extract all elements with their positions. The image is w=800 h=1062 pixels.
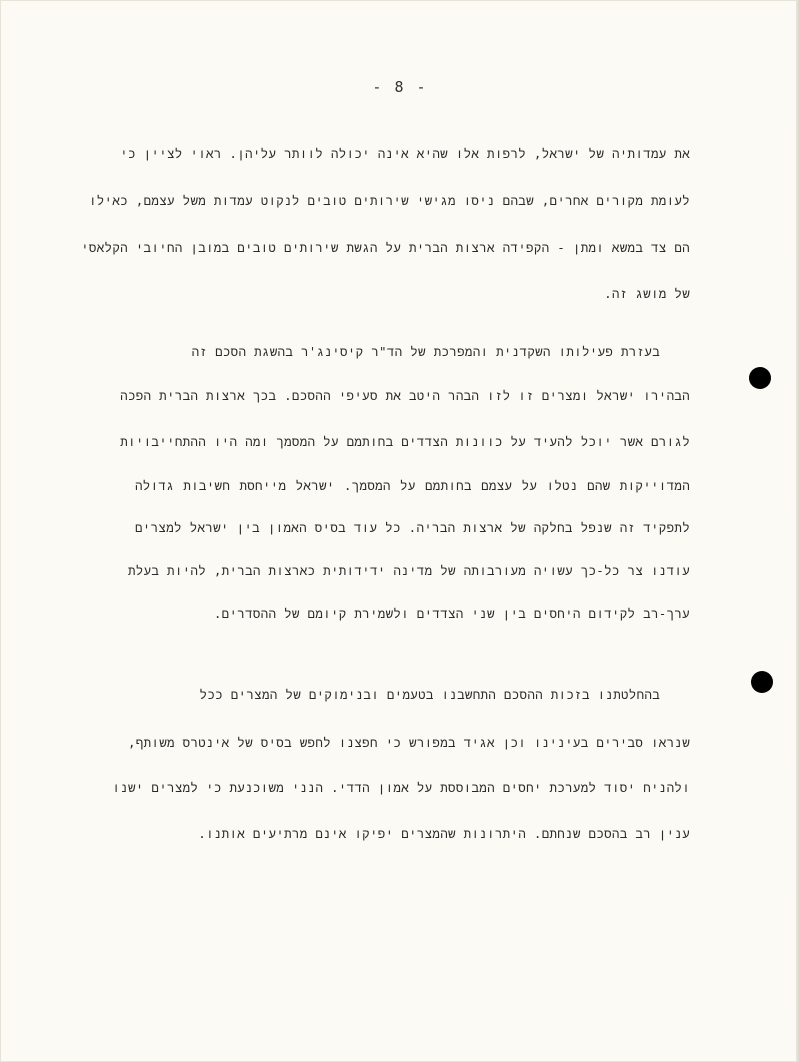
paragraph-1-line-2: לעומת מקורים אחרים, שבהם ניסו מגישי שירותים טובים לנקוט עמדות משל עצמם, כאילו: [88, 193, 690, 208]
punch-hole: [751, 671, 773, 693]
paragraph-3-line-4: ענין רב בהסכם שנחתם. היתרונות שהמצרים יפיקו אינם מרתיעים אותנו.: [198, 826, 690, 841]
paragraph-1-line-3: הם צד במשא ומתן - הקפידה ארצות הברית על הגשת שירותים טובים במובן החיובי הקלאסי: [81, 240, 690, 255]
page-number: - 8 -: [372, 78, 428, 96]
paragraph-2-line-6: עודנו צר כל-כך עשויה מעורבותה של מדינה ידידותית כארצות הברית, להיות בעלת: [127, 563, 690, 578]
paragraph-3-line-3: ולהניח יסוד למערכת יחסים המבוססת על אמון הדדי. הנני משוכנעת כי למצרים ישנו: [112, 780, 690, 795]
paragraph-3-line-2: שנראו סבירים בעינינו וכן אגיד במפורש כי חפצנו לחפש בסיס של אינטרס משותף,: [127, 735, 690, 750]
paragraph-2-line-1: בעזרת פעילותו השקדנית והמפרכת של הד"ר קיסינג'ר בהשגת הסכם זה: [191, 344, 660, 359]
paragraph-2-line-4: המדוייקות שהם נטלו על עצמם בחותמם על המסמך. ישראל מייחסת חשיבות גדולה: [135, 478, 690, 493]
paragraph-2-line-7: ערך-רב לקידום היחסים בין שני הצדדים ולשמירת קיומם של ההסדרים.: [213, 606, 690, 621]
paragraph-2-line-2: הבהירו ישראל ומצרים זו לזו הבהר היטב את סעיפי ההסכם. בכך ארצות הברית הפכה: [120, 388, 690, 403]
punch-hole: [749, 367, 771, 389]
paragraph-1-line-1: את עמדותיה של ישראל, לרפות אלו שהיא אינה יכולה לוותר עליהן. ראוי לציין כי: [120, 146, 690, 161]
paragraph-3-line-1: בהחלטתנו בזכות ההסכם התחשבנו בטעמים ובנימוקים של המצרים ככל: [199, 687, 660, 702]
paragraph-2-line-5: לתפקיד זה שנפל בחלקה של ארצות הבריה. כל עוד בסיס האמון בין ישראל למצרים: [135, 520, 690, 535]
page-edge-shadow: [796, 0, 800, 1062]
paragraph-2-line-3: לגורם אשר יוכל להעיד על כוונות הצדדים בחותמם על המסמך ומה היו ההתחייבויות: [120, 434, 690, 449]
paragraph-1-line-4: של מושג זה.: [604, 286, 690, 301]
